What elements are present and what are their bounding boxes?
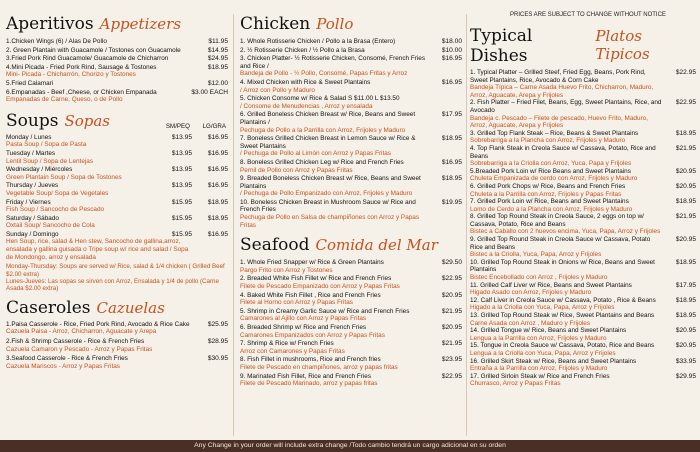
menu-item bbox=[470, 312, 696, 327]
menu-item bbox=[6, 355, 228, 370]
menu-item bbox=[6, 47, 228, 55]
item-price: $18.95 bbox=[207, 63, 228, 71]
item-name: 3. Grilled Top Flank Steak – Rice, Beans & Sweet Plantains bbox=[470, 129, 639, 137]
item-name: 8. Fish Fillet in mushrooms, Rice and French fries bbox=[240, 356, 381, 364]
item-price: $20.95 bbox=[675, 327, 696, 335]
item-translation: Higado a la Criolla con Yuca, Papa, Arroz y Frijoles bbox=[470, 304, 615, 312]
item-translation: Cazuela Paisa - Arroz, Chicharron, Aguacate y Arepa bbox=[6, 328, 157, 336]
item-translation: Filete de Pescado Empanizado con Arroz y Papas Fritas bbox=[240, 283, 400, 291]
item-translation: / Pechuga de Pollo Empanizado con Arroz, Frijoles y Maduro bbox=[240, 190, 413, 198]
menu-item bbox=[470, 213, 696, 236]
item-price: $11.95 bbox=[208, 38, 228, 45]
item-name: 2. Breaded White Fish Fillet w/ Rice and French Fries bbox=[240, 275, 392, 283]
item-price: $18.95 bbox=[441, 135, 462, 143]
soups-note: Lunes-Jueves: Las sopas se sirven con Arroz, Ensalada y 1/4 de pollo (Carne Asada $2.00 extra) bbox=[6, 278, 219, 293]
menu-item bbox=[470, 327, 696, 342]
item-price: $18.00 bbox=[441, 38, 462, 45]
item-name: 1. Whole Fried Snapper w/ Rice & Green Plantains bbox=[240, 259, 384, 267]
menu-item bbox=[240, 111, 462, 134]
column-left bbox=[6, 0, 228, 372]
item-name: 9. Grilled Top Round Steak in Creola Sauce w/ Cassava, Potato Rice and Beans bbox=[470, 236, 651, 251]
item-name: 2. Fish Platter – Fried Filet, Beans, Egg, Sweet Plantains, Rice, and Avocado bbox=[470, 99, 662, 114]
menu-item bbox=[470, 373, 696, 388]
menu-item bbox=[6, 215, 228, 230]
item-name: Tuesday / Martes bbox=[6, 149, 56, 157]
typical-list bbox=[470, 69, 696, 388]
menu-item bbox=[240, 373, 462, 388]
menu-item bbox=[6, 89, 228, 104]
menu-item bbox=[6, 199, 228, 214]
item-name: 9. Breaded Boneless Chicken Breast w/ Rice, Beans and Sweet Plantains bbox=[240, 175, 421, 190]
menu-item bbox=[240, 199, 462, 229]
item-translation: Bandeja c. Pescado – Filete de pescado, Huevo Frito, Maduro, Arroz, Aguacate, Arepa y Frijoles bbox=[470, 114, 648, 130]
item-price: $20.95 bbox=[675, 236, 696, 244]
item-translation: Green Plantain Soup / Sopa de Tostones bbox=[6, 173, 122, 181]
item-name: 10. Grilled Top Round Steak in Onions w/ Rice, Beans and Sweet Plantains bbox=[470, 258, 655, 274]
item-name: 7. Grilled Pork Loin w/ Rice, Beans and Sweet Plantains bbox=[470, 198, 629, 206]
item-translation: Lengua a la Criolla con Yuca, Papa, Arroz y Frijoles bbox=[470, 349, 616, 357]
item-name: 13. Grilled Top Round Steak w/ Rice, Sweet Plantains and Beans bbox=[470, 312, 655, 319]
item-name: 4. Top Flank Steak in Creola Sauce w/ Cassava, Potato, Rice and Beans bbox=[470, 144, 656, 160]
menu-item bbox=[470, 168, 696, 183]
menu-item bbox=[240, 38, 462, 46]
item-price: $21.95 bbox=[675, 213, 696, 221]
chicken-title: Chicken Pollo bbox=[240, 14, 354, 34]
menu-item bbox=[240, 55, 462, 78]
item-translation: Camarones Empanizados con Arroz y Papas Fritas bbox=[240, 331, 385, 339]
item-translation: Sobrebarriga a la Criolla con Arroz, Yuca, Papa y Frijoles bbox=[470, 160, 632, 168]
item-name: 10. Boneless Chicken Breast in Mushroom Sauce w/ Rice and French Fries bbox=[240, 198, 416, 214]
item-translation: Oxtail Soup/ Sancocho de Cola bbox=[6, 222, 95, 230]
item-price: $29.95 bbox=[675, 372, 696, 380]
menu-item bbox=[470, 69, 696, 99]
item-translation: Carne Asada con Arroz , Maduro y Frijoles bbox=[470, 319, 591, 327]
item-name: 6.Empanadas - Beef ,Cheese, or Chicken Empanada bbox=[6, 88, 157, 96]
item-translation: Lentil Soup / Sopa de Lentejas bbox=[6, 157, 94, 165]
item-price: $3.00 EACH bbox=[191, 88, 228, 96]
item-price: $20.95 bbox=[441, 291, 462, 299]
menu-item bbox=[6, 55, 228, 63]
menu-item bbox=[470, 183, 696, 198]
menu-item bbox=[240, 292, 462, 307]
caseroles-list bbox=[6, 321, 228, 371]
menu-item bbox=[240, 79, 462, 94]
menu-item bbox=[240, 47, 462, 55]
item-price: $10.00 bbox=[441, 46, 462, 54]
item-price: $18.95 bbox=[675, 296, 696, 304]
item-price: $22.95 bbox=[675, 99, 696, 107]
item-price-large: $18.95 bbox=[207, 198, 228, 206]
item-translation: Lengua a la Parrilla con Arroz, Frijoles y Maduro bbox=[470, 334, 607, 342]
item-name: 1.Paisa Casserole - Rice, Fried Pork Rind, Avocado & Rice Cake bbox=[6, 320, 190, 328]
column-middle bbox=[240, 0, 462, 389]
item-translation: Filete de Pescado en champiñones, arroz y papas fritas bbox=[240, 363, 398, 371]
item-price-large: $16.95 bbox=[207, 149, 228, 157]
item-translation: Higado Asado con Arroz, Frijoles y Maduro bbox=[470, 289, 592, 297]
appetizers-list bbox=[6, 38, 228, 104]
item-price-small: $13.95 bbox=[171, 133, 192, 141]
item-price: $16.95 bbox=[441, 158, 462, 166]
item-price: $28.95 bbox=[207, 338, 228, 346]
item-translation: Pechuga de Pollo a la Parrilla con Arroz, Frijoles y Maduro bbox=[240, 126, 406, 134]
menu-item bbox=[6, 231, 228, 261]
item-name: Monday / Lunes bbox=[6, 133, 52, 141]
menu-item bbox=[240, 175, 462, 198]
item-translation: Vegetable Soup/ Sopa de Vegetales bbox=[6, 189, 109, 197]
item-name: 1. Whole Rotisserie Chicken / Pollo a la Brasa (Entero) bbox=[240, 38, 396, 45]
item-price: $21.95 bbox=[441, 340, 462, 348]
menu-item bbox=[240, 308, 462, 323]
menu-item bbox=[240, 95, 462, 110]
column-right bbox=[470, 0, 696, 388]
seafood-list bbox=[240, 259, 462, 388]
item-translation: Chuleta a la Parrilla con Arroz, Frijoles y Papas Fritas bbox=[470, 190, 622, 198]
menu-item bbox=[470, 297, 696, 312]
item-name: 5. Chicken Consome w/ Rice & Salad S $11.00 L $13.50 bbox=[240, 95, 400, 103]
menu-item bbox=[6, 134, 228, 149]
item-name: 12. Calf Liver in Creola Sauce w/ Cassava, Potato , Rice & Beans bbox=[470, 296, 656, 304]
item-translation: Cazuela Mariscos - Arroz y Papas Fritas bbox=[6, 362, 121, 370]
caseroles-title: Caseroles Cazuelas bbox=[6, 297, 165, 318]
item-price: $20.95 bbox=[441, 324, 462, 331]
chicken-list bbox=[240, 38, 462, 229]
item-price: $17.95 bbox=[441, 111, 462, 119]
menu-item bbox=[240, 356, 462, 371]
menu-item bbox=[470, 358, 696, 373]
item-price-small: $15.95 bbox=[171, 230, 192, 238]
soups-list bbox=[6, 134, 228, 262]
item-translation: Mini- Picada - Chicharrón, Chorizo y Tostones bbox=[6, 71, 136, 79]
menu-item bbox=[6, 338, 228, 353]
seafood-title: Seafood Comida del Mar bbox=[240, 235, 438, 256]
item-price: $18.95 bbox=[675, 198, 696, 206]
item-name: Saturday / Sábado bbox=[6, 214, 59, 222]
item-name: 6. Breaded Shrimp w/ Rice and French Fries bbox=[240, 324, 367, 331]
item-price-large: $16.95 bbox=[207, 230, 228, 238]
item-name: 1.Chicken Wings (6) / Alas De Pollo bbox=[6, 38, 107, 45]
item-name: 4. Mixed Chicken with Rice & Sweet Plantains bbox=[240, 78, 371, 86]
item-name: 4. Baked White Fish Fillet , Rice and French Fries bbox=[240, 291, 381, 299]
item-price: $17.95 bbox=[675, 281, 696, 289]
item-translation: Hen Soup, rice, salad & Hen stew, Sancocho de gallina,arroz, ensalada y gallina guisada o Tripe soup w/ rice and salad / Sopa de Mondongo, arroz y ensalada bbox=[6, 238, 189, 261]
item-translation: / Arroz con Pollo y Maduro bbox=[240, 86, 315, 94]
item-price: $18.95 bbox=[675, 312, 696, 319]
column-divider bbox=[466, 14, 467, 436]
item-price-large: $18.95 bbox=[207, 214, 228, 222]
item-name: 1. Typical Platter – Grilled Steef, Fried Egg, Beans, Pork Rind, Sweet Plantains, Rice, Avocado & Corn Cake bbox=[470, 69, 646, 84]
menu-item bbox=[240, 275, 462, 290]
item-name: Friday / Viernes bbox=[6, 198, 51, 206]
item-translation: / Consome de Menudencias , Arroz y ensalada bbox=[240, 102, 373, 110]
item-translation: Arroz con Camarones y Papas Fritas bbox=[240, 347, 345, 355]
item-price: $20.95 bbox=[675, 167, 696, 175]
item-name: 7. Boneless Grilled Chicken Breast in Lemon Sauce w/ Rice & Sweet Plantains bbox=[240, 135, 416, 150]
size-small-label: SM/PEQ bbox=[165, 122, 190, 130]
item-name: 5. Shrimp in Creamy Garlic Sauce w/ Rice and French Fries bbox=[240, 307, 410, 315]
item-translation: Cazuela Camaron y Pescado - Arroz y Papas Fritas bbox=[6, 345, 153, 353]
appetizers-title: Aperitivos Appetizers bbox=[6, 14, 182, 34]
item-price: $22.95 bbox=[441, 275, 462, 283]
menu-item bbox=[470, 198, 696, 213]
item-price: $20.95 bbox=[675, 182, 696, 190]
item-translation: Camarones al Ajillo con Arroz y Papas Fritas bbox=[240, 315, 367, 323]
item-price: $24.95 bbox=[207, 55, 228, 63]
footer-note: Any Change in your order will include extra change /Todo cambio tendrá un cargo adicional en su orden bbox=[0, 440, 700, 452]
item-translation: Bistec a la Criolla, Yuca, Papa, Arroz y Frijoles bbox=[470, 251, 602, 259]
soups-note: Monday-Thursday: Soups are served w/ Rice, salad & 1/4 chicken ( Grilled Beef $2.00 extra) bbox=[6, 263, 225, 278]
item-name: 5.Fried Calamari bbox=[6, 79, 54, 87]
menu-item bbox=[470, 99, 696, 129]
typical-title: Typical Dishes Platos Tipicos bbox=[470, 26, 650, 66]
item-price: $12.00 bbox=[207, 79, 228, 87]
item-translation: Filete de Pescado Marinado, arroz y papas fritas bbox=[240, 380, 378, 388]
item-price-small: $13.95 bbox=[171, 182, 192, 190]
menu-item bbox=[6, 38, 228, 46]
item-translation: Empanadas de Carne, Queso, o de Pollo bbox=[6, 96, 123, 104]
menu-item bbox=[470, 130, 696, 145]
item-name: 8. Boneless Grilled Chicken Leg w/ Rice and French Fries bbox=[240, 158, 404, 166]
item-name: 11. Grilled Calf Liver w/ Rice, Beans and Sweet Plantains bbox=[470, 281, 632, 289]
item-price: $16.95 bbox=[441, 78, 462, 86]
item-price: $18.95 bbox=[675, 258, 696, 266]
item-translation: Lomo de Cerdo a la Plancha con Arroz, Frijoles y Maduro bbox=[470, 205, 633, 213]
item-name: 9. Marinated Fish Fillet, Rice and French Fries bbox=[240, 372, 372, 380]
item-translation: Pasta Soup / Sopa de Pasta bbox=[6, 141, 87, 149]
menu-item bbox=[6, 321, 228, 336]
item-translation: Bandeja Típica – Carne Asada Huevo Frito, Chicharron, Maduro, Arroz, Aguacate, Arepa y Frijoles bbox=[470, 84, 654, 99]
soups-header bbox=[6, 111, 228, 131]
menu-item bbox=[6, 64, 228, 79]
item-name: 16. Grilled Skirt Steak w/ Rice, Beans and Sweet Plantains bbox=[470, 357, 637, 365]
soups-notes bbox=[6, 263, 228, 293]
item-name: 2.Fish & Shrimp Casserole - Rice & French Fries bbox=[6, 338, 145, 346]
item-name: 15. Tongue in Creola Sauce w/ Cassava, Potato, Rice and Beans bbox=[470, 342, 655, 350]
item-name: 3.Fried Pork Rind Guacamole/ Guacamole de Chicharron bbox=[6, 55, 169, 63]
item-name: Thursday / Jueves bbox=[6, 182, 59, 190]
item-price: $20.95 bbox=[675, 342, 696, 350]
item-price: $25.95 bbox=[207, 320, 228, 328]
item-price-small: $13.95 bbox=[171, 166, 192, 174]
item-name: Wednesday / Miércoles bbox=[6, 166, 73, 174]
item-name: 4.Mini Picada - Fried Pork Rind, Sausage & Tostones bbox=[6, 63, 157, 71]
item-price: $23.95 bbox=[441, 356, 462, 364]
item-name: 17. Grilled Sirloin Steak w/ Rice and French Fries bbox=[470, 372, 610, 380]
item-translation: Churrasco, Arroz y Papas Fritas bbox=[470, 380, 561, 388]
item-price-large: $16.95 bbox=[207, 166, 228, 174]
size-large-label: LG/GRA bbox=[202, 122, 226, 130]
menu-item bbox=[240, 135, 462, 158]
item-price-large: $16.95 bbox=[207, 133, 228, 141]
item-price-small: $15.95 bbox=[171, 198, 192, 206]
menu-item bbox=[240, 340, 462, 355]
item-translation: Pechuga de Pollo en Salsa de champiñones con Arroz y Papas Fritas bbox=[240, 214, 420, 229]
menu-item bbox=[470, 259, 696, 282]
menu-item bbox=[6, 80, 228, 88]
item-translation: Bandeja de Pollo - ½ Pollo, Consomé, Papas Fritas y Arroz bbox=[240, 70, 408, 78]
item-price: $18.95 bbox=[441, 175, 462, 183]
item-price: $14.95 bbox=[207, 46, 228, 54]
price-notice: PRICES ARE SUBJECT TO CHANGE WITHOUT NOTICE bbox=[510, 12, 666, 18]
menu-item bbox=[470, 145, 696, 168]
item-name: 3. Chicken Platter- ½ Rotisserie Chicken, Consomé, French Fries and Rice / bbox=[240, 55, 426, 70]
item-translation: Chuleta Empanizada de cerdo con Arroz, Frijoles y Maduro bbox=[470, 175, 638, 183]
item-name: 6. Grilled Boneless Chicken Breast w/ Rice, Beans and Sweet Plantains / bbox=[240, 111, 416, 126]
item-name: 8. Grilled Top Round Steak in Creola Sauce, 2 eggs on top w/ Cassava, Potato, Rice and Beans bbox=[470, 213, 644, 228]
item-translation: Pargo Frito con Arroz y Tostones bbox=[240, 266, 333, 274]
item-translation: Bistec a Caballo con 2 huevos encima, Yuca, Papa, Arroz y Frijoles bbox=[470, 228, 661, 236]
item-price-large: $16.95 bbox=[207, 182, 228, 190]
item-price: $22.95 bbox=[675, 69, 696, 76]
item-name: 2. Green Plantain with Guacamole / Tostones con Guacamole bbox=[6, 46, 181, 54]
item-translation: / Pechuga de Pollo al Limón con Arroz y Papas Fritas bbox=[240, 150, 391, 158]
item-name: 7. Shrimp & Rice w/ French Fries bbox=[240, 340, 334, 348]
menu-item bbox=[240, 159, 462, 174]
column-divider bbox=[233, 14, 234, 436]
item-price-small: $13.95 bbox=[171, 149, 192, 157]
item-translation: Entraña a la Parrilla con Arroz, Frijoles y Maduro bbox=[470, 365, 608, 373]
item-price: $19.95 bbox=[441, 198, 462, 206]
item-price: $18.95 bbox=[675, 129, 696, 137]
menu-item bbox=[240, 259, 462, 274]
item-name: 5.Breaded Pork Loin w/ Rice Beans and Sweet Plantains bbox=[470, 167, 631, 175]
item-name: Sunday / Domingo bbox=[6, 230, 59, 238]
item-translation: Bistec Encebollado con Arroz , Frijoles y Maduro bbox=[470, 274, 608, 282]
item-price: $21.95 bbox=[441, 307, 462, 315]
menu-item bbox=[6, 150, 228, 165]
menu-item bbox=[470, 282, 696, 297]
item-price: $16.95 bbox=[441, 55, 462, 63]
menu-item bbox=[6, 166, 228, 181]
item-translation: Pernil de Pollo con Arroz y Papas Fritas bbox=[240, 166, 353, 174]
soups-title: Soups Sopas bbox=[6, 110, 110, 131]
menu-item bbox=[240, 324, 462, 339]
item-name: 6. Grilled Pork Chops w/ Rice, Beans and French Fries bbox=[470, 182, 626, 190]
item-name: 14. Grilled Tongue w/ Rice, Beans and Sweet Plantains bbox=[470, 327, 627, 335]
item-price: $30.95 bbox=[207, 355, 228, 363]
item-price: $21.95 bbox=[675, 144, 696, 152]
menu-item bbox=[470, 236, 696, 259]
menu-item bbox=[6, 182, 228, 197]
item-price: $22.95 bbox=[441, 372, 462, 380]
item-translation: Sobrebarriga a la Plancha con Arroz, Frijoles y Maduro bbox=[470, 137, 626, 145]
item-translation: Fish Soup / Sancocho de Pescado bbox=[6, 206, 105, 214]
item-price: $33.95 bbox=[675, 357, 696, 365]
item-price: $29.50 bbox=[441, 259, 462, 267]
item-name: 3.Seafood Casserole - Rice & French Fries bbox=[6, 355, 128, 363]
item-name: 2. ½ Rotisserie Chicken / ½ Pollo a la Brasa bbox=[240, 46, 365, 54]
menu-item bbox=[470, 342, 696, 357]
item-price-small: $15.95 bbox=[171, 214, 192, 222]
item-translation: Filete al Horno con Arroz y Papas Fritas bbox=[240, 299, 353, 307]
